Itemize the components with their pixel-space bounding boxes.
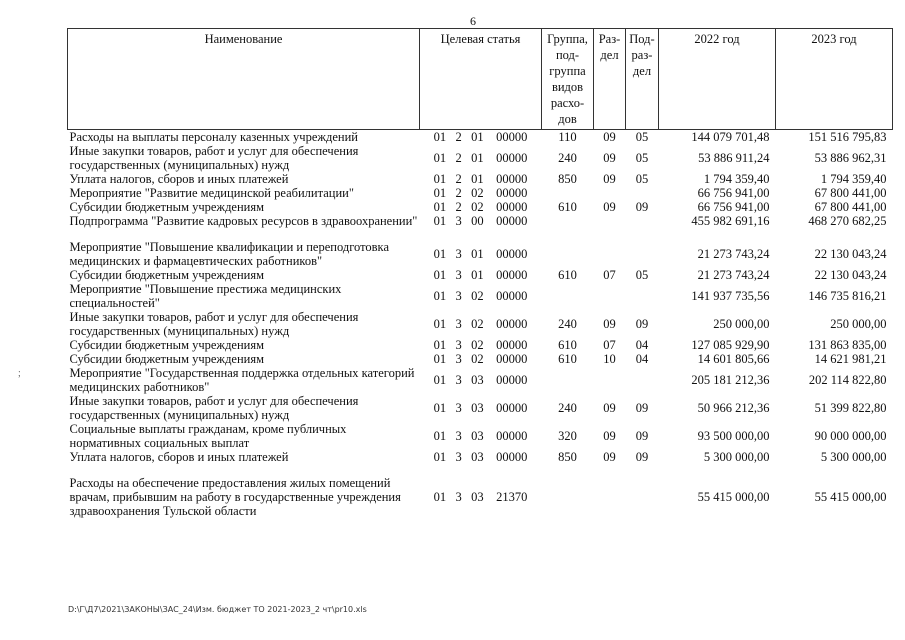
row-name: Мероприятие "Повышение престижа медицинских специальностей" (69, 282, 342, 310)
target-code (420, 282, 542, 310)
margin-mark: ; (18, 368, 21, 379)
row-section: 09 (603, 317, 616, 331)
row-section: 10 (603, 352, 616, 366)
row-subsection: 04 (635, 338, 649, 352)
table-row (68, 476, 893, 518)
row-name: Иные закупки товаров, работ и услуг для обеспечения государственных (муниципальных) нужд (69, 310, 359, 338)
row-value-2022: 14 601 805,66 (697, 352, 770, 366)
target-code-part: 01 (433, 172, 447, 186)
row-group (542, 366, 594, 394)
header-row (68, 29, 893, 130)
target-code-part: 00000 (496, 214, 528, 228)
target-code-part: 00000 (496, 130, 528, 144)
row-section (594, 214, 626, 228)
row-section: 09 (603, 200, 616, 214)
target-code-part: 3 (455, 247, 462, 261)
row-section (594, 366, 626, 394)
row-group (542, 214, 594, 228)
target-code (420, 366, 542, 394)
target-code-part: 00000 (496, 401, 528, 415)
row-subsection (626, 366, 659, 394)
row-value-2022: 5 300 000,00 (703, 450, 770, 464)
target-code-part: 00000 (496, 200, 528, 214)
row-subsection (626, 476, 659, 518)
target-code-part: 21370 (496, 490, 528, 504)
target-code-part: 00000 (496, 338, 528, 352)
row-group: 240 (558, 151, 577, 165)
budget-table (67, 28, 893, 518)
target-code-part: 3 (455, 214, 462, 228)
row-subsection: 05 (635, 268, 649, 282)
row-section: 09 (603, 429, 616, 443)
row-subsection: 04 (635, 352, 649, 366)
row-value-2023: 250 000,00 (830, 317, 887, 331)
row-subsection (626, 214, 659, 228)
row-subsection: 09 (635, 200, 649, 214)
row-value-2022: 205 181 212,36 (691, 373, 770, 387)
target-code-part: 00000 (496, 151, 528, 165)
table-row (68, 268, 893, 282)
target-code-part: 3 (455, 450, 462, 464)
target-code-part: 01 (433, 317, 447, 331)
target-code-part: 00000 (496, 268, 528, 282)
row-section (594, 282, 626, 310)
target-code (420, 310, 542, 338)
target-code (420, 240, 542, 268)
row-name: Иные закупки товаров, работ и услуг для обеспечения государственных (муниципальных) нужд (69, 394, 359, 422)
target-code-part: 02 (471, 338, 484, 352)
row-value-2022: 21 273 743,24 (697, 247, 770, 261)
row-value-2023: 202 114 822,80 (808, 373, 887, 387)
row-value-2023: 67 800 441,00 (814, 186, 887, 200)
header-name: Наименование (68, 29, 420, 130)
target-code-part: 2 (455, 186, 462, 200)
row-value-2022: 1 794 359,40 (703, 172, 770, 186)
row-name: Подпрограмма "Развитие кадровых ресурсов в здравоохранении" (69, 214, 418, 228)
header-2023: 2023 год (776, 29, 893, 130)
row-value-2022: 250 000,00 (713, 317, 770, 331)
row-section: 09 (603, 401, 616, 415)
target-code-part: 00000 (496, 186, 528, 200)
row-name: Расходы на выплаты персоналу казенных учреждений (69, 130, 358, 144)
row-value-2023: 468 270 682,25 (808, 214, 887, 228)
target-code-part: 01 (433, 200, 447, 214)
target-code-part: 02 (471, 186, 484, 200)
target-code-part: 03 (471, 401, 484, 415)
row-group: 320 (558, 429, 577, 443)
row-name: Уплата налогов, сборов и иных платежей (69, 172, 289, 186)
target-code (420, 144, 542, 172)
target-code (420, 422, 542, 450)
row-name: Субсидии бюджетным учреждениям (69, 200, 265, 214)
target-code-part: 01 (433, 151, 447, 165)
target-code-part: 01 (471, 247, 484, 261)
row-value-2023: 53 886 962,31 (814, 151, 887, 165)
target-code-part: 01 (433, 401, 447, 415)
row-section (594, 240, 626, 268)
row-section: 09 (603, 130, 616, 144)
target-code-part: 00000 (496, 317, 528, 331)
target-code-part: 00000 (496, 450, 528, 464)
row-group (542, 240, 594, 268)
target-code-part: 2 (455, 151, 462, 165)
row-group (542, 282, 594, 310)
row-subsection: 09 (635, 317, 649, 331)
target-code-part: 01 (433, 429, 447, 443)
row-subsection (626, 282, 659, 310)
row-name: Расходы на обеспечение предоставления жилых помещений врачам, прибывшим на работу в государственные учреждения здравоохранения Тульской области (69, 476, 401, 518)
target-code-part: 02 (471, 289, 484, 303)
target-code-part: 01 (471, 130, 484, 144)
target-code-part: 2 (455, 130, 462, 144)
target-code (420, 450, 542, 464)
target-code-part: 2 (455, 200, 462, 214)
row-group (542, 476, 594, 518)
target-code-part: 03 (471, 373, 484, 387)
row-value-2022: 50 966 212,36 (697, 401, 770, 415)
file-path-footer: D:\Г\Д7\2021\ЗАКОНЫ\ЗАС_24\Изм. бюджет ТО 2021-2023_2 чт\pr10.xls (68, 605, 367, 614)
target-code-part: 2 (455, 172, 462, 186)
target-code-part: 01 (433, 214, 447, 228)
table-row (68, 310, 893, 338)
row-subsection: 09 (635, 401, 649, 415)
row-value-2022: 21 273 743,24 (697, 268, 770, 282)
target-code-part: 01 (433, 352, 447, 366)
row-group: 610 (558, 268, 577, 282)
target-code-part: 01 (433, 268, 447, 282)
table-body (68, 130, 893, 519)
table-row (68, 422, 893, 450)
table-row (68, 240, 893, 268)
row-value-2023: 51 399 822,80 (814, 401, 887, 415)
table-row (68, 200, 893, 214)
spacer-row (68, 228, 893, 240)
row-value-2023: 1 794 359,40 (820, 172, 887, 186)
row-subsection (626, 186, 659, 200)
target-code-part: 00000 (496, 429, 528, 443)
target-code (420, 352, 542, 366)
spacer-row (68, 464, 893, 476)
table-row (68, 338, 893, 352)
target-code (420, 338, 542, 352)
row-group: 240 (558, 401, 577, 415)
row-section: 09 (603, 450, 616, 464)
row-subsection (626, 240, 659, 268)
table-row (68, 352, 893, 366)
row-value-2023: 5 300 000,00 (820, 450, 887, 464)
target-code-part: 00000 (496, 373, 528, 387)
target-code-part: 01 (433, 450, 447, 464)
row-value-2022: 55 415 000,00 (697, 490, 770, 504)
row-value-2022: 53 886 911,24 (698, 151, 770, 165)
table-row (68, 366, 893, 394)
target-code-part: 02 (471, 200, 484, 214)
budget-table-container (67, 28, 892, 518)
row-name: Мероприятие "Государственная поддержка отдельных категорий медицинских работников" (69, 366, 415, 394)
row-value-2023: 151 516 795,83 (808, 130, 887, 144)
header-group: Группа, под-группа видов расхо-дов (542, 29, 594, 130)
row-value-2023: 22 130 043,24 (814, 268, 887, 282)
target-code-part: 3 (455, 373, 462, 387)
row-value-2023: 14 621 981,21 (814, 352, 887, 366)
row-name: Субсидии бюджетным учреждениям (69, 338, 265, 352)
row-value-2022: 455 982 691,16 (691, 214, 770, 228)
row-value-2023: 90 000 000,00 (814, 429, 887, 443)
row-name: Субсидии бюджетным учреждениям (69, 268, 265, 282)
target-code (420, 186, 542, 200)
page-number: 6 (470, 14, 476, 28)
target-code (420, 172, 542, 186)
target-code-part: 03 (471, 429, 484, 443)
row-section (594, 186, 626, 200)
target-code-part: 03 (471, 450, 484, 464)
row-subsection: 09 (635, 429, 649, 443)
row-name: Иные закупки товаров, работ и услуг для обеспечения государственных (муниципальных) нужд (69, 144, 359, 172)
row-section: 07 (603, 268, 616, 282)
target-code-part: 3 (455, 268, 462, 282)
row-value-2022: 141 937 735,56 (691, 289, 770, 303)
row-subsection: 05 (635, 151, 649, 165)
row-name: Мероприятие "Повышение квалификации и переподготовка медицинских и фармацевтических работников" (69, 240, 389, 268)
target-code (420, 214, 542, 228)
row-section: 09 (603, 172, 616, 186)
row-value-2022: 127 085 929,90 (691, 338, 770, 352)
target-code (420, 130, 542, 145)
row-group: 610 (558, 200, 577, 214)
row-name: Мероприятие "Развитие медицинской реабилитации" (69, 186, 354, 200)
target-code (420, 200, 542, 214)
target-code-part: 00000 (496, 289, 528, 303)
row-subsection: 05 (635, 172, 649, 186)
row-group (542, 186, 594, 200)
target-code-part: 01 (433, 338, 447, 352)
table-row (68, 186, 893, 200)
row-subsection: 09 (635, 450, 649, 464)
row-name: Уплата налогов, сборов и иных платежей (69, 450, 289, 464)
row-value-2022: 144 079 701,48 (691, 130, 770, 144)
target-code-part: 01 (433, 490, 447, 504)
row-name: Субсидии бюджетным учреждениям (69, 352, 265, 366)
row-group: 610 (558, 338, 577, 352)
target-code-part: 01 (471, 172, 484, 186)
target-code-part: 3 (455, 317, 462, 331)
target-code-part: 02 (471, 352, 484, 366)
row-value-2023: 131 863 835,00 (808, 338, 887, 352)
header-subsection: Под-раз-дел (626, 29, 659, 130)
target-code-part: 02 (471, 317, 484, 331)
row-value-2023: 67 800 441,00 (814, 200, 887, 214)
table-row (68, 394, 893, 422)
row-name: Социальные выплаты гражданам, кроме публичных нормативных социальных выплат (69, 422, 347, 450)
target-code-part: 00 (471, 214, 484, 228)
row-section: 09 (603, 151, 616, 165)
target-code-part: 3 (455, 429, 462, 443)
target-code-part: 00000 (496, 352, 528, 366)
target-code-part: 00000 (496, 247, 528, 261)
target-code (420, 268, 542, 282)
table-row (68, 282, 893, 310)
target-code-part: 00000 (496, 172, 528, 186)
row-group: 850 (558, 450, 577, 464)
target-code-part: 3 (455, 490, 462, 504)
row-value-2023: 146 735 816,21 (808, 289, 887, 303)
target-code-part: 01 (433, 186, 447, 200)
table-row (68, 214, 893, 228)
table-row (68, 144, 893, 172)
header-target: Целевая статья (420, 29, 542, 130)
row-group: 110 (558, 130, 577, 144)
target-code-part: 01 (471, 151, 484, 165)
table-row (68, 172, 893, 186)
row-group: 610 (558, 352, 577, 366)
target-code-part: 3 (455, 289, 462, 303)
target-code (420, 394, 542, 422)
row-group: 240 (558, 317, 577, 331)
row-section (594, 476, 626, 518)
row-value-2023: 22 130 043,24 (814, 247, 887, 261)
target-code-part: 01 (433, 130, 447, 144)
target-code (420, 476, 542, 518)
target-code-part: 3 (455, 352, 462, 366)
header-2022: 2022 год (659, 29, 776, 130)
row-value-2023: 55 415 000,00 (814, 490, 887, 504)
row-value-2022: 66 756 941,00 (697, 200, 770, 214)
table-row (68, 130, 893, 145)
target-code-part: 01 (471, 268, 484, 282)
row-section: 07 (603, 338, 616, 352)
row-subsection: 05 (635, 130, 649, 144)
target-code-part: 3 (455, 401, 462, 415)
row-value-2022: 66 756 941,00 (697, 186, 770, 200)
row-value-2022: 93 500 000,00 (697, 429, 770, 443)
header-section: Раз-дел (594, 29, 626, 130)
target-code-part: 01 (433, 289, 447, 303)
row-group: 850 (558, 172, 577, 186)
target-code-part: 01 (433, 373, 447, 387)
target-code-part: 01 (433, 247, 447, 261)
target-code-part: 3 (455, 338, 462, 352)
target-code-part: 03 (471, 490, 484, 504)
table-row (68, 450, 893, 464)
